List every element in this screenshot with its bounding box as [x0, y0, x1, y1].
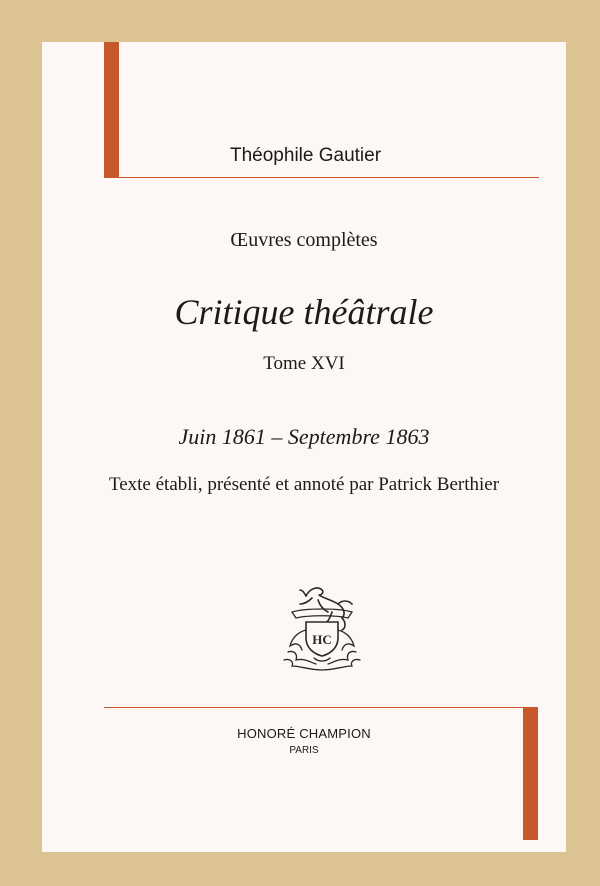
book-title: Critique théâtrale [174, 292, 434, 332]
series-title: Œuvres complètes [230, 229, 378, 251]
date-range: Juin 1861 – Septembre 1863 [178, 424, 430, 449]
publisher-city: PARIS [289, 745, 319, 756]
top-rule [104, 177, 539, 178]
emblem-monogram: HC [312, 632, 332, 647]
horse-emblem-icon [276, 578, 368, 674]
editor-credit: Texte établi, présenté et annoté par Patrick Berthier [108, 474, 500, 495]
publisher-name: HONORÉ CHAMPION [237, 726, 371, 741]
top-accent-bar [104, 42, 119, 178]
author-name: Théophile Gautier [230, 145, 382, 166]
bottom-rule [104, 707, 538, 708]
volume-number: Tome XVI [263, 353, 345, 374]
